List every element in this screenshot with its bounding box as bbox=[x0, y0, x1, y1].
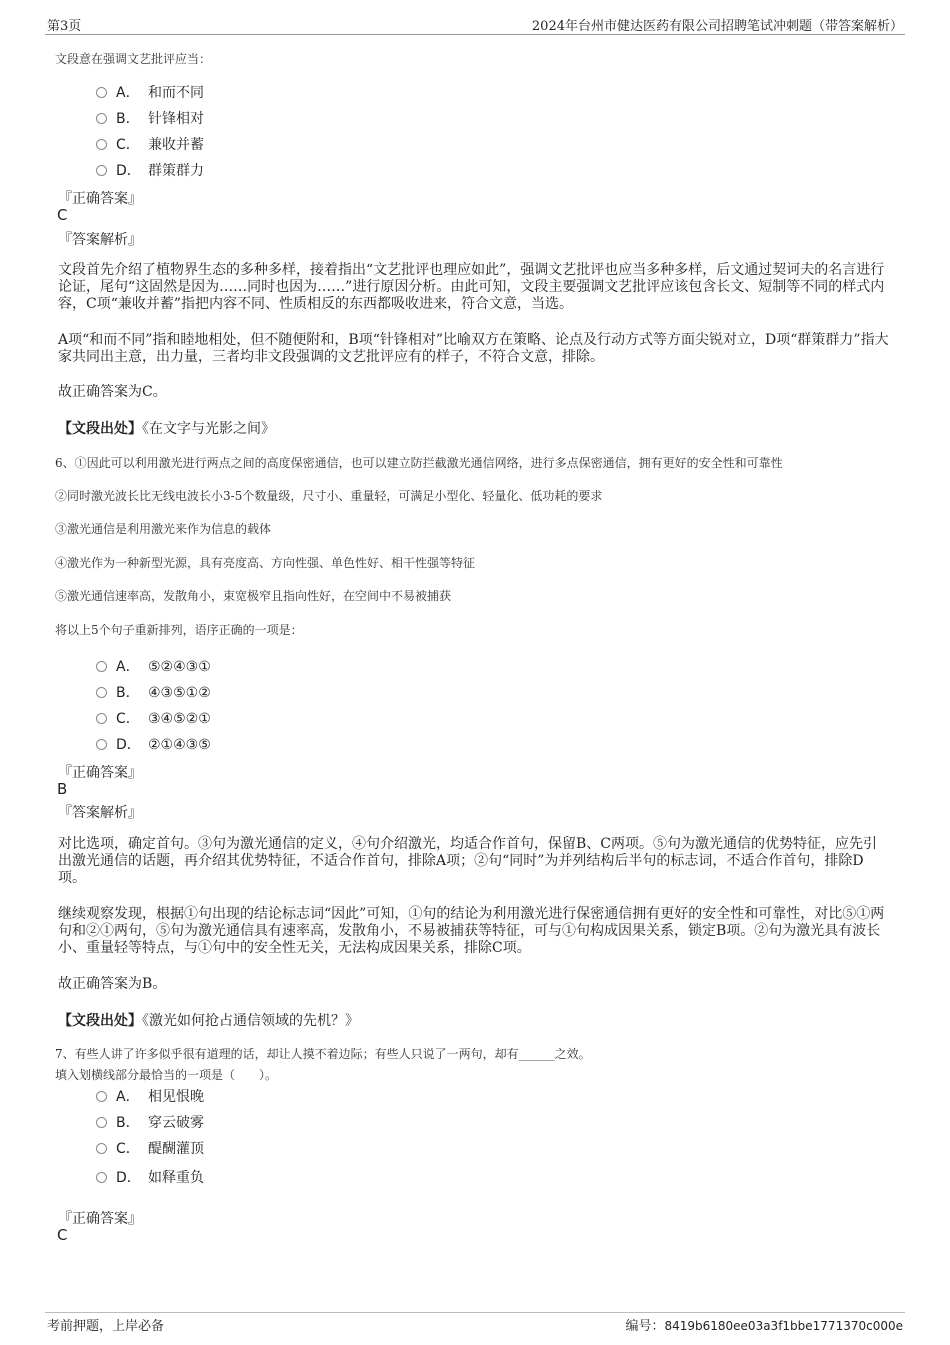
q6-answer: B bbox=[57, 780, 68, 798]
q5-option-b[interactable]: B． 针锋相对 bbox=[96, 108, 204, 128]
q6-sentence-3: ③激光通信是利用激光来作为信息的载体 bbox=[55, 522, 272, 536]
q5-analysis-2: A项“和而不同”指和睦地相处，但不随便附和，B项“针锋相对”比喻双方在策略、论点及行动方式等方面尖锐对立，D项“群策群力”指大家共同出主意，出力量，三者均非文段强调的文艺批评应有的样子，不符合文意，排除。 bbox=[58, 332, 889, 365]
q5-option-c[interactable]: C． 兼收并蓄 bbox=[96, 134, 204, 154]
q6-sentence-2: ②同时激光波长比无线电波长小3-5个数量级，尺寸小、重量轻，可满足小型化、轻量化、低功耗的要求 bbox=[55, 489, 603, 503]
radio-icon[interactable] bbox=[96, 1091, 107, 1102]
q7-option-a[interactable]: A． 相见恨晚 bbox=[96, 1086, 204, 1106]
footer-slogan: 考前押题，上岸必备 bbox=[47, 1319, 165, 1334]
q5-analysis-3: 故正确答案为C。 bbox=[58, 384, 167, 400]
page-header bbox=[45, 14, 905, 35]
q6-option-c[interactable]: C． ③④⑤②① bbox=[96, 708, 211, 728]
q7-answer: C bbox=[57, 1226, 68, 1244]
q5-stem: 文段意在强调文艺批评应当： bbox=[55, 52, 212, 66]
q5-answer-label: 『正确答案』 bbox=[58, 191, 142, 207]
q6-source: 【文段出处】《激光如何抢占通信领域的先机？》 bbox=[58, 1013, 359, 1029]
q6-sentence-5: ⑤激光通信速率高，发散角小，束宽极窄且指向性好，在空间中不易被捕获 bbox=[55, 589, 452, 603]
q6-answer-label: 『正确答案』 bbox=[58, 765, 142, 781]
radio-icon[interactable] bbox=[96, 661, 107, 672]
q7-option-d[interactable]: D． 如释重负 bbox=[96, 1167, 204, 1187]
q5-analysis-label: 『答案解析』 bbox=[58, 232, 142, 248]
radio-icon[interactable] bbox=[96, 1172, 107, 1183]
q5-option-d[interactable]: D． 群策群力 bbox=[96, 160, 204, 180]
q7-option-b[interactable]: B． 穿云破雾 bbox=[96, 1112, 204, 1132]
radio-icon[interactable] bbox=[96, 113, 107, 124]
q5-answer: C bbox=[57, 206, 68, 224]
q7-instruction: 填入划横线部分最恰当的一项是（ ）。 bbox=[55, 1068, 278, 1082]
q6-analysis-2: 继续观察发现，根据①句出现的结论标志词“因此”可知，①句的结论为利用激光进行保密通信拥有更好的安全性和可靠性，对比⑤①两句和②①两句，⑤句为激光通信具有速率高，发散角小，不易被捕获等特征，可与①句构成因果关系，锁定B项。②句为激光具有波长小、重量轻等特点，与①句中的安全性无关，无法构成因果关系，排除C项。 bbox=[58, 906, 885, 956]
document-code: 编号：8419b6180ee03a3f1bbe1771370c000e bbox=[625, 1319, 903, 1334]
q6-stem: 将以上5个句子重新排列，语序正确的一项是： bbox=[55, 623, 303, 637]
radio-icon[interactable] bbox=[96, 139, 107, 150]
q6-sentence-4: ④激光作为一种新型光源，具有亮度高、方向性强、单色性好、相干性强等特征 bbox=[55, 556, 476, 570]
q5-source: 【文段出处】《在文字与光影之间》 bbox=[58, 421, 275, 437]
q7-stem: 7、有些人讲了许多似乎很有道理的话，却让人摸不着边际；有些人只说了一两句，却有______之效。 bbox=[55, 1047, 591, 1061]
q6-analysis-3: 故正确答案为B。 bbox=[58, 976, 167, 992]
q6-analysis-label: 『答案解析』 bbox=[58, 805, 142, 821]
radio-icon[interactable] bbox=[96, 739, 107, 750]
q5-option-a[interactable]: A． 和而不同 bbox=[96, 82, 204, 102]
q6-option-d[interactable]: D． ②①④③⑤ bbox=[96, 734, 211, 754]
q6-analysis-1: 对比选项，确定首句。③句为激光通信的定义，④句介绍激光，均适合作首句，保留B、C两项。⑤句为激光通信的优势特征，应先引出激光通信的话题，再介绍其优势特征，不适合作首句，排除A项；②句“同时”为并列结构后半句的标志词，不适合作首句，排除D项。 bbox=[58, 836, 877, 886]
q6-option-a[interactable]: A． ⑤②④③① bbox=[96, 656, 211, 676]
radio-icon[interactable] bbox=[96, 87, 107, 98]
page-footer bbox=[45, 1312, 905, 1337]
q7-blank: ______ bbox=[518, 1047, 555, 1061]
radio-icon[interactable] bbox=[96, 713, 107, 724]
document-title: 2024年台州市健达医药有限公司招聘笔试冲刺题（带答案解析） bbox=[531, 19, 903, 34]
radio-icon[interactable] bbox=[96, 165, 107, 176]
q7-answer-label: 『正确答案』 bbox=[58, 1211, 142, 1227]
q5-analysis-1: 文段首先介绍了植物界生态的多种多样，接着指出“文艺批评也理应如此”，强调文艺批评也应当多种多样，后文通过契诃夫的名言进行论证，尾句“这固然是因为……同时也因为……”进行原因分析。由此可知，文段主要强调文艺批评应该包含长文、短制等不同的样式内容，C项“兼收并蓄”指把内容不同、性质相反的东西都吸收进来，符合文意，当选。 bbox=[58, 262, 885, 312]
radio-icon[interactable] bbox=[96, 1143, 107, 1154]
q6-option-b[interactable]: B． ④③⑤①② bbox=[96, 682, 211, 702]
radio-icon[interactable] bbox=[96, 1117, 107, 1128]
radio-icon[interactable] bbox=[96, 687, 107, 698]
q6-sentence-1: 6、①因此可以利用激光进行两点之间的高度保密通信，也可以建立防拦截激光通信网络，进行多点保密通信，拥有更好的安全性和可靠性 bbox=[55, 456, 783, 470]
q7-option-c[interactable]: C． 醍醐灌顶 bbox=[96, 1138, 204, 1158]
page-number: 第3页 bbox=[47, 19, 82, 34]
